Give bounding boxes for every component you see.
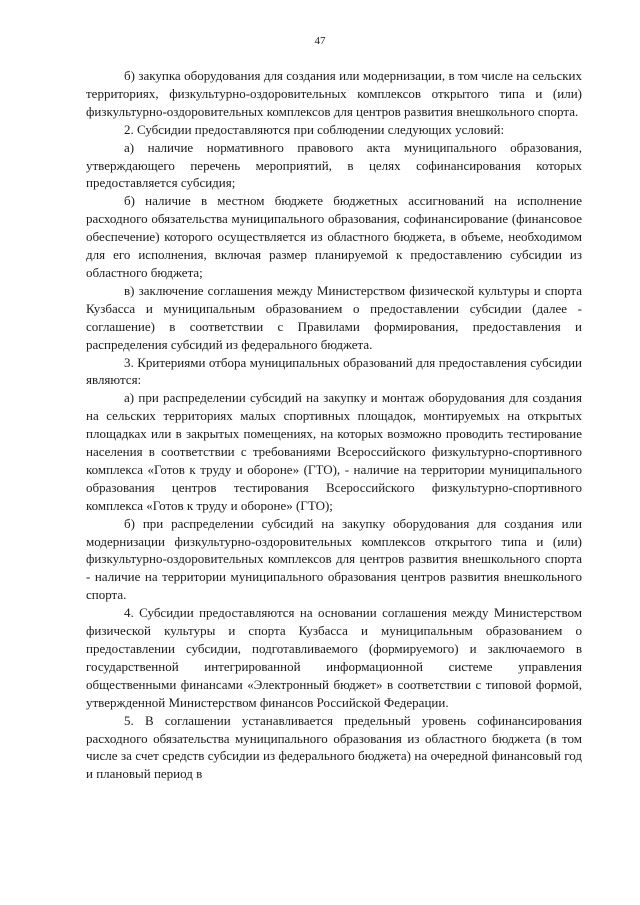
paragraph-2a-normative-act: а) наличие нормативного правового акта муниципального образования, утверждающего перечень мероприятий, в целях софинансирования которых предоставляется субсидия; [86, 139, 582, 191]
paragraph-4-subsidy-agreement: 4. Субсидии предоставляются на основании соглашения между Министерством физической культуры и спорта Кузбасса и муниципальным образованием о предоставлении субсидии, подготавливаемого (формируемого) и заключаемого в государственной интегрированной информационной системе управления общественными финансами «Электронный бюджет» в соответствии с типовой формой, утвержденной Министерством финансов Российской Федерации. [86, 605, 582, 710]
paragraph-2-conditions: 2. Субсидии предоставляются при соблюдении следующих условий: [124, 121, 505, 137]
body-text [86, 67, 582, 783]
paragraph-2b-budget-allocations: б) наличие в местном бюджете бюджетных ассигнований на исполнение расходного обязательства муниципального образования, софинансирование (финансовое обеспечение) которого осуществляется из областного бюджета, в объеме, необходимом для его исполнения, включая размер планируемой к предоставлению субсидии из областного бюджета; [86, 193, 582, 280]
page-number: 47 [314, 35, 326, 47]
paragraph-3a-sports-grounds: а) при распределении субсидий на закупку и монтаж оборудования для создания на сельских территориях малых спортивных площадок, монтируемых на открытых площадках или в закрытых помещениях, на которых возможно проводить тестирование населения в соответствии с требованиями Всероссийского физкультурно-спортивного комплекса «Готов к труду и обороне» (ГТО), - наличие на территории муниципального образования центров тестирования Всероссийского физкультурно-спортивного комплекса «Готов к труду и обороне» (ГТО); [86, 390, 582, 513]
paragraph-2v-agreement: в) заключение соглашения между Министерством физической культуры и спорта Кузбасса и муниципальным образованием о предоставлении субсидии (далее - соглашение) в соответствии с Правилами формирования, предоставления и распределения субсидий из федерального бюджета. [86, 282, 582, 352]
paragraph-1b-equipment-purchase: б) закупка оборудования для создания или модернизации, в том числе на сельских территориях, физкультурно-оздоровительных комплексов открытого типа и (или) физкультурно-оздоровительных комплексов для центров развития внешкольного спорта. [86, 68, 582, 119]
paragraph-5-cofinancing-level: 5. В соглашении устанавливается предельный уровень софинансирования расходного обязательства муниципального образования из областного бюджета (в том числе за счет средств субсидии из федерального бюджета) на очередной финансовый год и плановый период в [86, 712, 582, 782]
paragraph-3-selection-criteria: 3. Критериями отбора муниципальных образований для предоставления субсидии являются: [86, 354, 582, 388]
paragraph-3b-fitness-complexes: б) при распределении субсидий на закупку оборудования для создания или модернизации физкультурно-оздоровительных комплексов открытого типа и (или) физкультурно-оздоровительных комплексов для центров развития внешкольного спорта - наличие на территории муниципального образования центров развития внешкольного спорта. [86, 515, 582, 603]
